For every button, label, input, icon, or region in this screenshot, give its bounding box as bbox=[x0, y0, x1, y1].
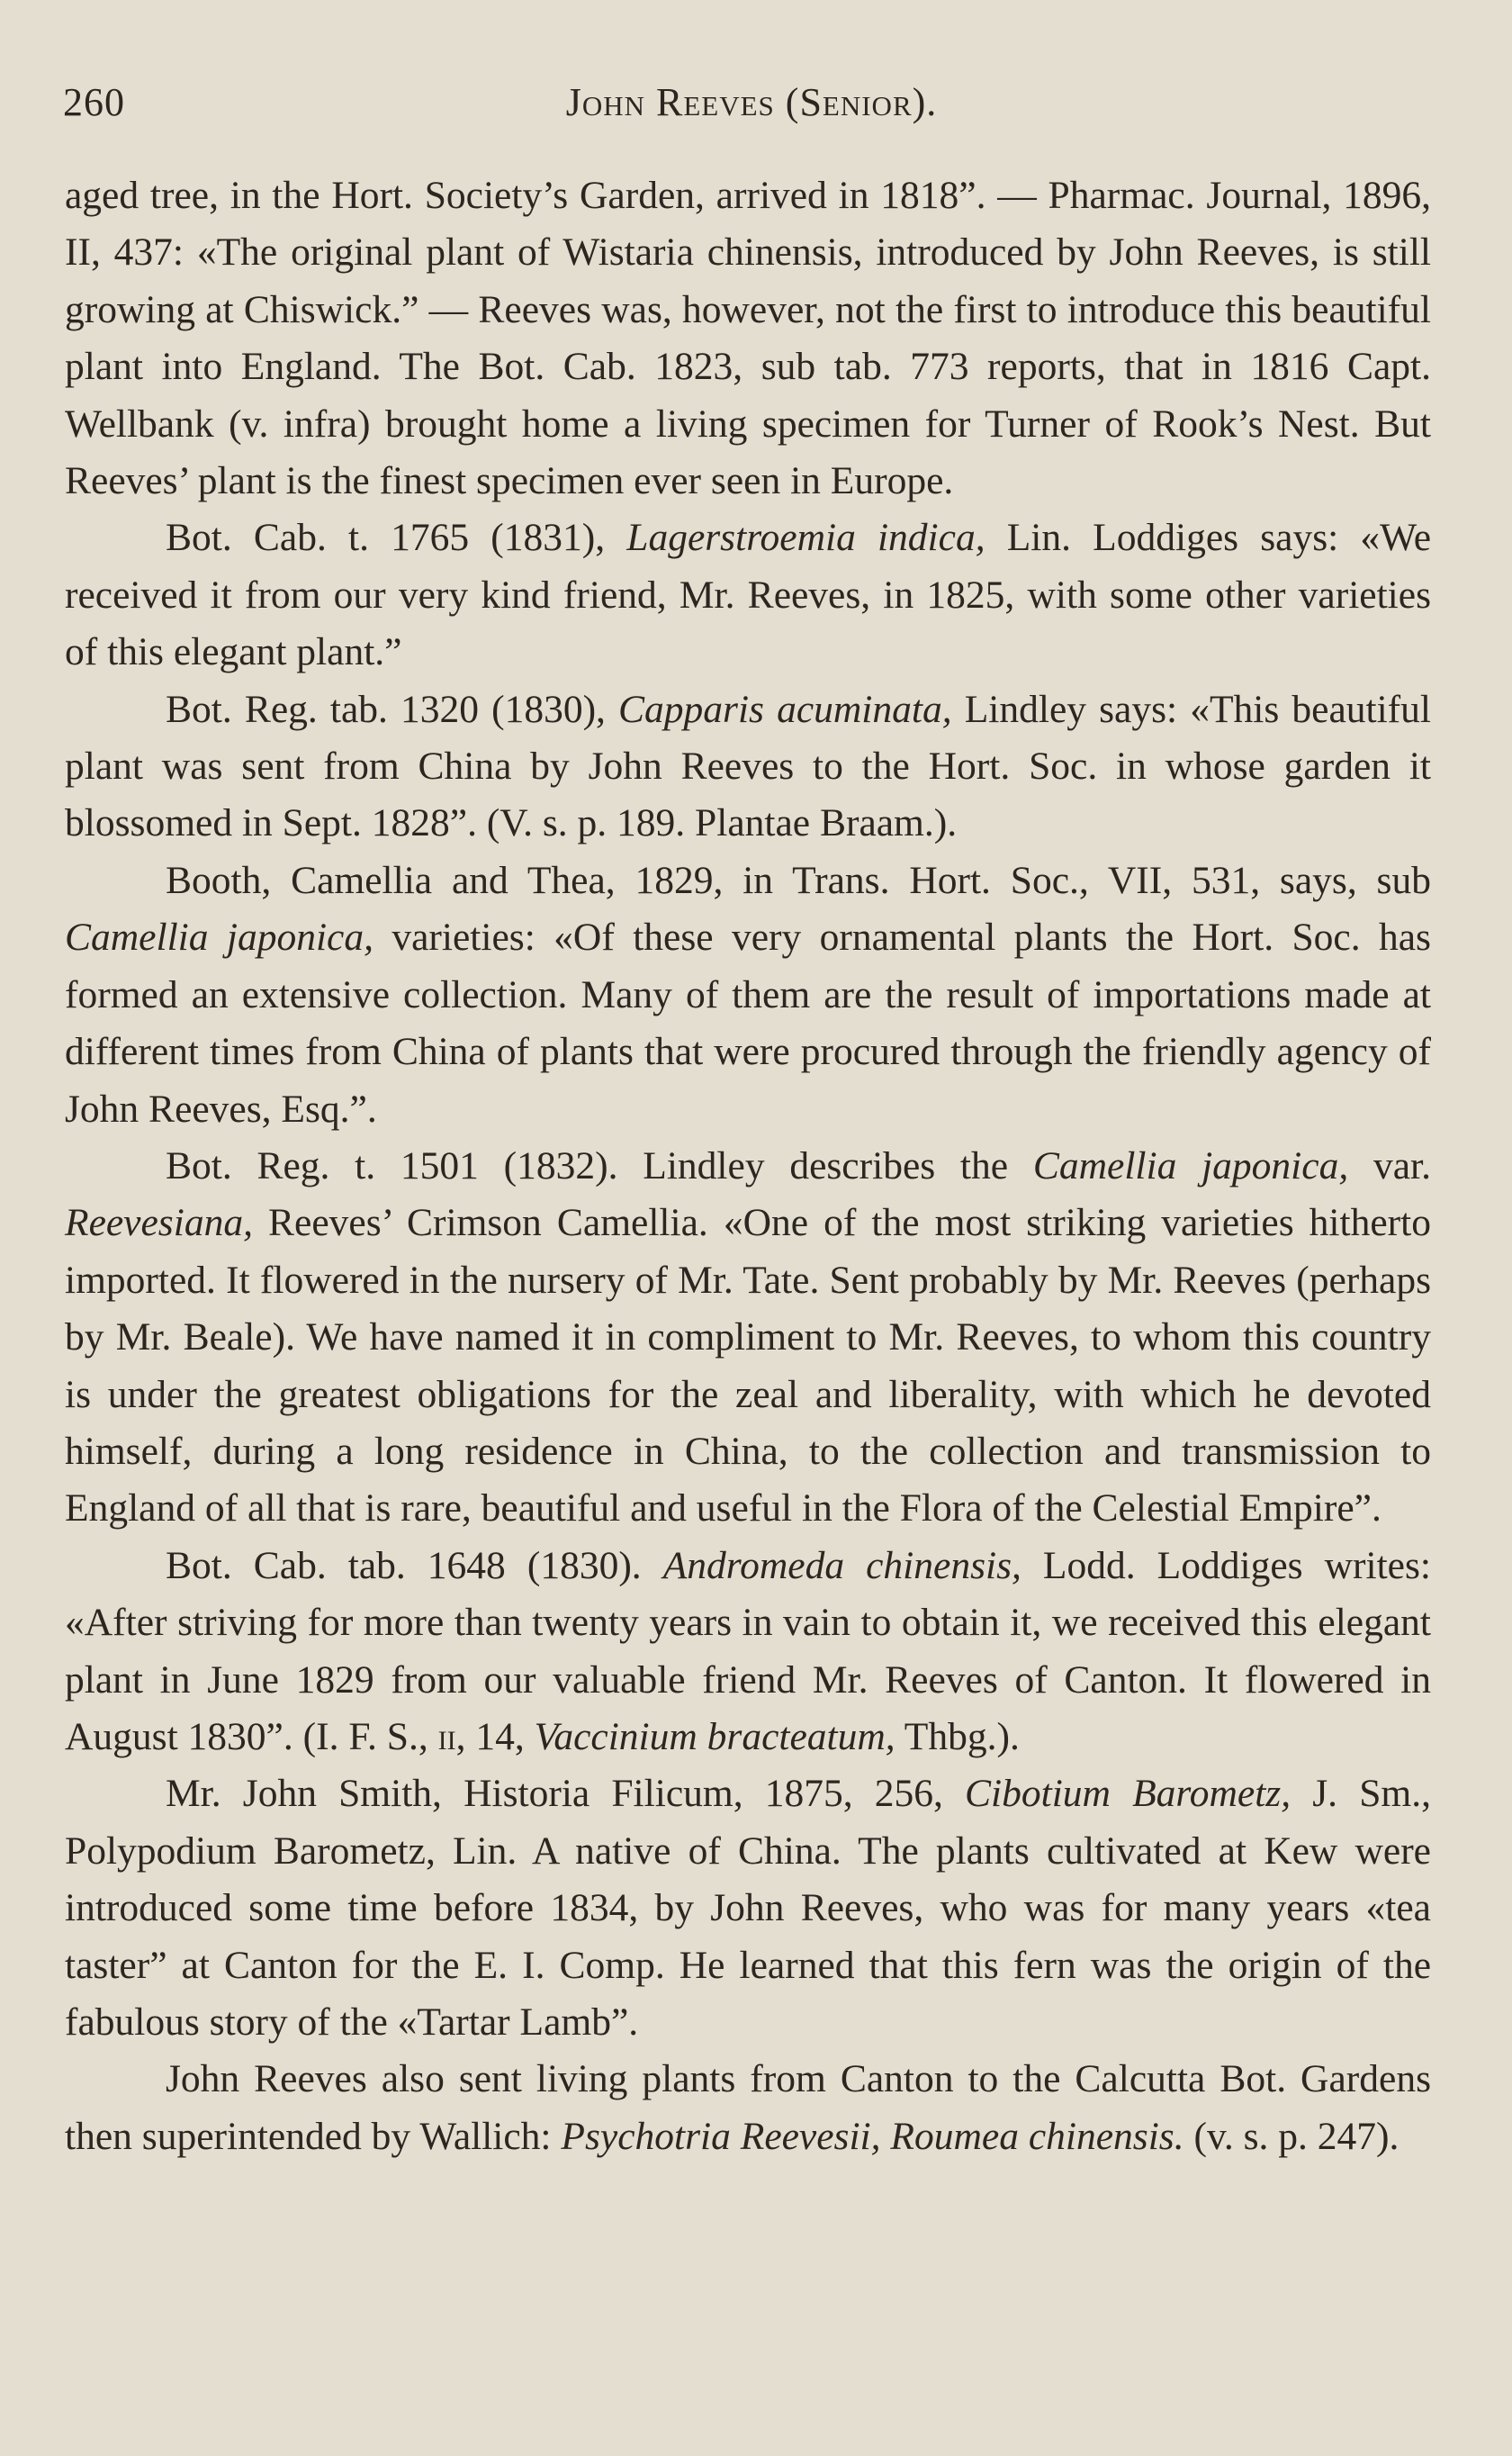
paragraph bbox=[65, 2051, 1431, 2165]
page-header bbox=[63, 70, 1440, 133]
paragraph bbox=[65, 1538, 1431, 1766]
text-segment: Bot. Cab. t. 1765 (1831), bbox=[166, 516, 627, 560]
paragraph bbox=[65, 510, 1431, 681]
text-segment: Lin. Loddiges says: «We received it from our very kind friend, Mr. Reeves, in 1825, with some other varieties of this elegant plant.” bbox=[65, 516, 1431, 674]
text-segment: Bot. Reg. tab. 1320 (1830), bbox=[166, 687, 619, 731]
text-segment: varieties: «Of these very ornamental plants the Hort. Soc. has formed an extensive collection. Many of them are the result of importations made at different times from China of plants that were procured through the friendly agency of John Reeves, Esq.”. bbox=[65, 916, 1431, 1131]
text-segment: Bot. Reg. t. 1501 (1832). Lindley describes the bbox=[166, 1143, 1033, 1187]
italic-text: Cibotium Barometz, bbox=[965, 1772, 1292, 1816]
italic-text: Lagerstroemia indica, bbox=[626, 516, 986, 560]
text-segment: John Reeves also sent living plants from Canton to the Calcutta Bot. Gardens then superintended by Wallich: bbox=[65, 2057, 1431, 2158]
italic-text: Vaccinium bracteatum, bbox=[534, 1714, 896, 1758]
text-segment: (v. s. p. 247). bbox=[1184, 2114, 1400, 2158]
italic-text: Reevesiana, bbox=[65, 1201, 253, 1245]
paragraph bbox=[65, 167, 1431, 510]
text-segment: Thbg.). bbox=[895, 1714, 1020, 1758]
text-segment: Lindley says: «This beautiful plant was sent from China by John Reeves to the Hort. Soc. in whose garden it blossomed in Sept. 1828”. (V. s. p. 189. Plantae Braam.). bbox=[65, 687, 1431, 845]
italic-text: Psychotria Reevesii, Roumea chinensis. bbox=[561, 2114, 1184, 2158]
text-segment: J. Sm., Polypodium Barometz, Lin. A native of China. The plants cultivated at Kew were introduced some time before 1834, by John Reeves, who was for many years «tea taster” at Canton for the E. I. Comp. He learned that this fern was the origin of the fabulous story of the «Tartar Lamb”. bbox=[65, 1772, 1431, 2044]
text-segment: Reeves’ Crimson Camellia. «One of the most striking varieties hitherto imported. It flowered in the nursery of Mr. Tate. Sent probably by Mr. Reeves (perhaps by Mr. Beale). We have named it in compliment to Mr. Reeves, to whom this country is under the greatest obligations for the zeal and liberality, with which he devoted himself, during a long residence in China, to the collection and transmission to England of all that is rare, beautiful and useful in the Flora of the Celestial Empire”. bbox=[65, 1201, 1431, 1530]
italic-text: Camellia japonica, bbox=[1032, 1143, 1349, 1187]
italic-text: Capparis acuminata, bbox=[618, 687, 952, 731]
italic-text: Andromeda chinensis, bbox=[662, 1543, 1022, 1587]
text-segment: Booth, Camellia and Thea, 1829, in Trans. Hort. Soc., VII, 531, says, sub bbox=[166, 858, 1431, 902]
paragraph bbox=[65, 1765, 1431, 2051]
running-title: John Reeves (Senior). bbox=[565, 80, 938, 124]
page-number: 260 bbox=[63, 80, 125, 124]
text-segment: , 14, bbox=[455, 1714, 535, 1758]
paragraph bbox=[65, 1138, 1431, 1538]
paragraph bbox=[65, 853, 1431, 1138]
text-segment: Mr. John Smith, Historia Filicum, 1875, 256, bbox=[166, 1772, 966, 1816]
text-segment: aged tree, in the Hort. Society’s Garden, arrived in 1818”. — Pharmac. Journal, 1896, II, 437: «The original plant of Wistaria chinensis, introduced by John Reeves, is still growing at Chiswick.” — Reeves was, however, not the first to introduce this beautiful plant into England. The Bot. Cab. 1823, sub tab. 773 reports, that in 1816 Capt. Wellbank (v. infra) brought home a living specimen for Turner of Rook’s Nest. But Reeves’ plant is the finest specimen ever seen in Europe. bbox=[65, 174, 1431, 503]
paragraph bbox=[65, 682, 1431, 853]
text-segment: Bot. Cab. tab. 1648 (1830). bbox=[166, 1543, 663, 1587]
text-segment: Lodd. Loddiges writes: «After striving for more than twenty years in vain to obtain it, we received this elegant plant in June 1829 from our valuable friend Mr. Reeves of Canton. It flowered in August 1830”. (I. F. S., bbox=[65, 1543, 1431, 1758]
text-segment: var. bbox=[1348, 1143, 1431, 1187]
italic-text: Camellia japonica, bbox=[65, 916, 374, 960]
text-segment: ii bbox=[437, 1714, 456, 1758]
body-text bbox=[65, 167, 1431, 2165]
